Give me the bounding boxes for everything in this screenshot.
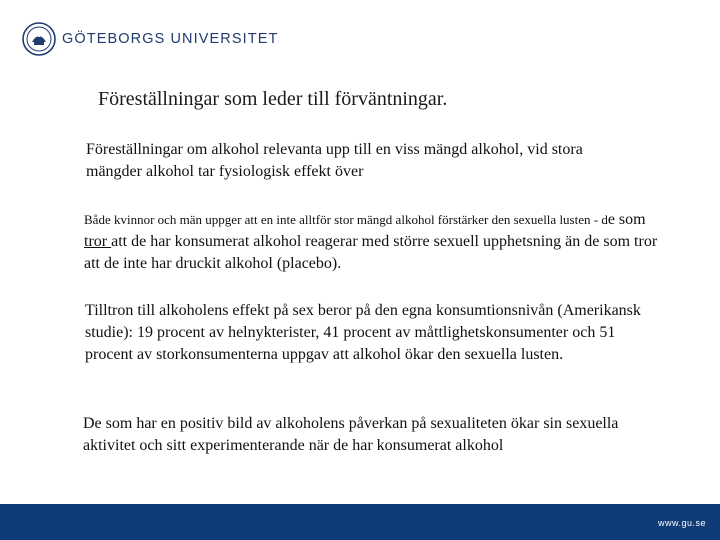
university-name: GÖTEBORGS UNIVERSITET <box>62 31 279 47</box>
university-seal-icon <box>22 22 56 56</box>
paragraph-2-rest-text: att de har konsumerat alkohol reagerar med större sexuell upphetsning än de som tror att de inte har druckit alkohol (placebo). <box>84 233 658 272</box>
paragraph-2-small-text: Både kvinnor och män uppger att en inte alltför stor mängd alkohol förstärker den sexuella lusten - d <box>84 212 608 227</box>
university-logo <box>22 22 278 56</box>
paragraph-4: De som har en positiv bild av alkoholens påverkan på sexualiteten ökar sin sexuella aktivitet och sitt experimenterande när de har konsumerat alkohol <box>83 415 619 454</box>
paragraph-1: Föreställningar om alkohol relevanta upp till en viss mängd alkohol, vid stora mängder alkohol tar fysiologisk effekt över <box>86 141 583 180</box>
slide-title: Föreställningar som leder till förväntningar. <box>98 88 448 110</box>
footer-bar <box>0 504 720 540</box>
paragraph-2 <box>84 209 664 275</box>
paragraph-2-underlined-text: tror <box>84 233 112 250</box>
paragraph-2-mid-text: e som <box>607 211 646 228</box>
paragraph-3: Tilltron till alkoholens effekt på sex beror på den egna konsumtionsnivån (Amerikansk studie): 19 procent av helnykterister, 41 procent av måttlighetskonsumenter och 51 procent av storkonsumenterna uppgav att alkohol ökar den sexuella lusten. <box>85 302 641 363</box>
footer-url: www.gu.se <box>657 518 706 528</box>
